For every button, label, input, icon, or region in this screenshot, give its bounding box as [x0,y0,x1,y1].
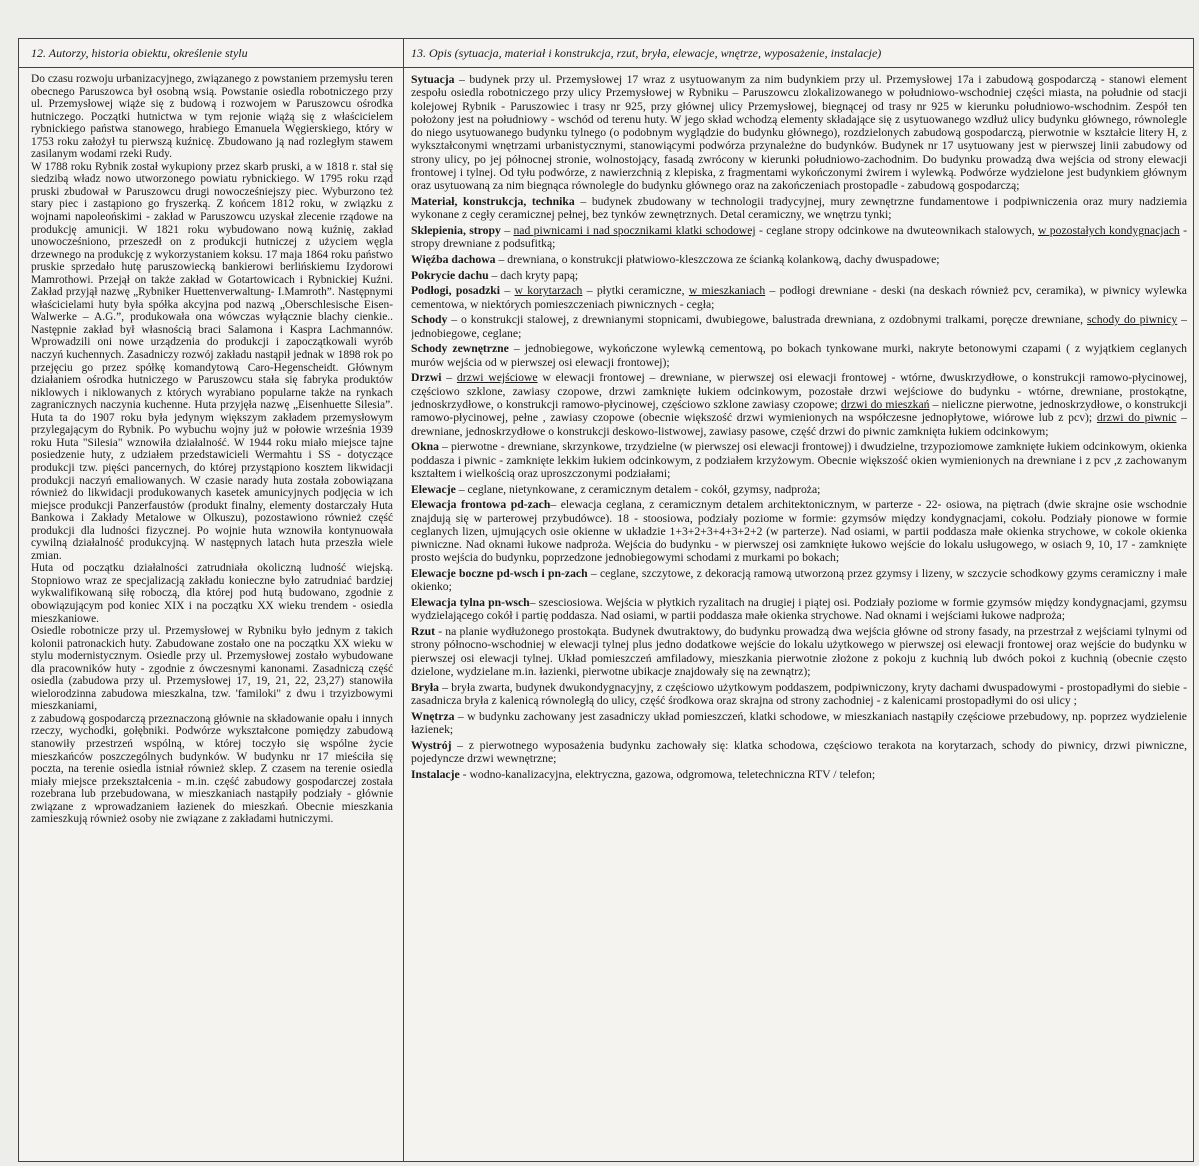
column-divider [403,39,404,1161]
entry-text: - ceglane stropy odcinkowe na dwuteownikach stalowych, [755,224,1038,238]
entry-okna [411,440,1187,480]
left-section-header: 12. Autorzy, historia obiektu, określenie stylu [31,46,248,60]
entry-text: – drewniana, o konstrukcji płatwiowo-kleszczowa ze ścianką kolankową, dachy dwuspadowe; [495,253,940,267]
entry-label: Elewacja frontowa pd-zach [411,498,551,512]
entry-text: – dach kryty papą; [488,268,579,282]
entry-label: Więźba dachowa [411,253,496,267]
entry-label: Elewacje [411,482,456,496]
entry-text: w elewacji frontowej – drewniane, w pierwszej osi elewacji frontowej - wtórne, dwuskrzydłowe, o konstrukcji ramowo-płycinowej, częściowo szklone, zawiasy czopowe, drzwi zamknięte łukiem odcinkowym, pozostałe drzwi wejściowe do budynku - wtórne, drewniane, prostokątne, jednoskrzydłowe, o konstrukcji ramowo-płycinowej, częściowo szklone zawiasy czopowe; [411,371,1187,411]
entry-label: Pokrycie dachu [411,268,489,282]
entry-underlined: w mieszkaniach [688,284,766,298]
history-paragraph: Huta od początku działalności zatrudniała okoliczną ludność wiejską. Stopniowo wraz ze specjalizacją zakładu konieczne było zatrudniać bardziej wykwalifikowaną siłę roboczą, dla której pod hutą budowano, zgodnie z obowiązującym pod koniec XIX i na początku XX wieku trendem - osiedla mieszkaniowe. [31,562,393,625]
entry-label: Rzut [411,625,436,639]
entry-text: – płytki ceramiczne, [582,284,689,298]
entry-podlogi [411,284,1187,311]
entry-label: Bryła [411,680,439,694]
entry-instalacje [411,768,1187,781]
entry-text: – elewacja ceglana, z ceramicznym detalem architektonicznym, w parterze - 22- osiowa, na piętrach (dwie skrajne osie wschodnie znajdują się w parterowej przybudówce). 18 - stoosiowa, podziały poziome w formie: gzymsów między kondygnacjami, cokołu. Podziały pionowe w formie ceglanych lizen, ujmujących osie okienne w układzie 1+3+2+3+4+3+2+2 (w parterze). Nad osiami, w partii poddasza małe okienka strychowe, w cokole okienka piwniczne. Nad oknami łukowe nadproża. Wejścia do budynku - w pierwszej osi zamknięte łukowo wejście do lokalu usługowego, w osiach 9, 10, 17 - zamknięte prosto wejścia do budynku, poprzedzone jednobiegowymi schodami z murkami po bokach; [411,498,1187,565]
entry-text: – ceglane, nietynkowane, z ceramicznym detalem - cokół, gzymsy, nadproża; [455,482,821,496]
entry-label: Sklepienia, stropy [411,224,501,238]
entry-elewacja-tylna [411,596,1187,623]
entry-material [411,195,1187,222]
entry-text: – podłogi drewniane - deski (na deskach również pcv, ceramika), w piwnicy wylewka cementowa, w niektórych pomieszczeniach piwnicznych - cegła; [411,284,1187,311]
entry-underlined: w korytarzach [514,284,583,298]
entry-pokrycie [411,269,1187,282]
entry-underlined: schody do piwnicy [1086,313,1178,327]
entry-label: Elewacja tylna pn-wsch [411,596,530,610]
right-section-header: 13. Opis (sytuacja, materiał i konstrukcja, rzut, bryła, elewacje, wnętrze, wyposażenie, instalacje) [411,46,882,60]
entry-schody-zewnetrzne [411,342,1187,369]
entry-wnetrza [411,710,1187,737]
entry-text: – szesciosiowa. Wejścia w płytkich ryzalitach na drugiej i piątej osi. Podziały poziome w formie gzymsów między kondygnacjami, gzymsu wydzielającego cokół i partię poddasza. Nad osiami, w partii poddasza małe okienka strychowe. Nad oknami i wejściami łukowe nadproża; [411,596,1187,623]
entry-text: – o konstrukcji stalowej, z drewnianymi stopnicami, dwubiegowe, balustrada drewniana, z ozdobnymi tralkami, poręcze drewniane, [447,313,1087,327]
entry-schody [411,313,1187,340]
entry-label: Okna [411,440,439,454]
entry-text: - stropy drewniane z podsufitką; [411,224,1187,251]
entry-text: – drewniane, jednoskrzydłowe o konstrukcji deskowo-listwowej, zawiasy pasowe, część drzwi do piwnic zamknięta łukiem odcinkowym; [411,411,1187,438]
entry-label: Wystrój [411,738,452,752]
entry-text: – [441,371,457,385]
record-sheet [18,38,1194,1162]
entry-wystroj [411,739,1187,766]
entry-text: – [500,224,514,238]
entry-wiezba [411,253,1187,266]
entry-label: Wnętrza [411,709,455,723]
entry-label: Elewacje boczne pd-wsch i pn-zach [411,567,588,581]
entry-text: – [500,284,515,298]
entry-label: Schody [411,313,448,327]
entry-underlined: drzwi do piwnic [1096,411,1177,425]
entry-sytuacja [411,73,1187,193]
description-column [411,73,1187,1158]
entry-label: Instalacje [411,767,460,781]
entry-sklepienia [411,224,1187,251]
entry-label: Materiał, konstrukcja, technika [411,195,575,209]
entry-text: – pierwotne - drewniane, skrzynkowe, trzydzielne (w pierwszej osi elewacji frontowej) i dwudzielne, trzypoziomowe zamknięte łukiem odcinkowym, okienka poddasza i piwnic - zamknięte lekkim łukiem odcinkowym, z podziałem krzyżowym. Obecnie większość okien wymienionych na drewniane i z pcv ,z zachowanym kształtem i wielkością oraz uproszczonymi podziałami; [411,440,1187,480]
entry-underlined: drzwi do mieszkań [840,397,930,411]
entry-elewacje-boczne [411,567,1187,594]
entry-text: – ceglane, szczytowe, z dekoracją ramową utworzoną przez gzymsy i lizeny, w szczycie schodkowy gzyms ceramiczny i małe okienko; [411,567,1187,594]
entry-text: – w budynku zachowany jest zasadniczy układ pomieszczeń, klatki schodowe, w mieszkaniach nastąpiły częściowe przebudowy, np. poprzez wydzielenie łazienek; [411,709,1187,736]
entry-text: – budynek przy ul. Przemysłowej 17 wraz z usytuowanym za nim budynkiem przy ul. Przemysłowej 17a i zabudową gospodarczą - stanowi element zespołu osiedla robotniczego przy ulicy Przemysłowej w Rybniku – Paruszowcu zlokalizowanego w południowo-wschodniej części miasta, na południe od stacji kolejowej Rybnik - Paruszowiec i trasy nr 925, przy głównej ulicy Przemysłowej, biegnącej od trasy nr 925 w kierunku południowo-wschodnim. Zespół ten położony jest na południowy - wschód od terenu huty. W jego skład wchodzą elementy składające się z usytuowanego wzdłuż ulicy budynku głównego, równolegle do niego usytuowanego budynku tylnego (o podobnym wyglądzie do budynku głównego), rozdzielonych zabudową gospodarczą, pierwotnie w kształcie litery H, z wykształconymi wnętrzami urbanistycznymi, stanowiącymi podwórza przynależne do budynków. Budynek nr 17 usytuowany jest w pierwszej linii zabudowy od strony ulicy, po jej północnej stronie, wolnostojący, fasadą zwrócony w kierunki południowo-zachodnim. Do budynku prowadzą dwa wejścia od strony elewacji frontowej i tylnej. Od tyłu podwórze, z nawierzchnią z klepiska, z fragmentami wykończonymi żwirem i wylewką. Podwórze wydzielone jest budynkiem głównym oraz usytuowaną za nim biegnąca równolegle do budynku głównego oraz na zakończeniach prostopadle - zabudową gospodarczą; [411,73,1187,193]
entry-label: Podłogi, posadzki [411,284,501,298]
entry-text: – bryła zwarta, budynek dwukondygnacyjny, z częściowo użytkowym poddaszem, podpiwniczony, kryty dachami dwuspadowymi - prostopadłymi do siebie - zasadnicza bryła z kalenicą równoległą do ulicy, część środkowa oraz skrajna od strony zachodniej - z kalenicami prostopadłymi do osi ulicy ; [411,680,1187,707]
history-paragraph: Do czasu rozwoju urbanizacyjnego, związanego z powstaniem przemysłu teren obecnego Paruszowca był osobną wsią. Powstanie osiedla robotniczego przy ul. Przemysłowej wiąże się z budową i rozwojem w Paruszowcu ośrodka hutniczego. Początki hutnictwa w tym rejonie wiążą się z właścicielem rybnickiego państwa stanowego, hrabiego Emanuela Węgierskiego, który w 1753 roku założył tu pierwszą kuźnicę. Zbudowano ją nad rozległym stawem zasilanym wodami rzeki Rudy. [31,73,393,161]
entry-elewacja-frontowa [411,498,1187,564]
history-column [31,73,393,1158]
entry-label: Drzwi [411,371,442,385]
entry-text: - wodno-kanalizacyjna, elektryczna, gazowa, odgromowa, teletechniczna RTV / telefon; [459,767,876,781]
entry-underlined: w pozostałych kondygnacjach [1037,224,1180,238]
entry-text: – nieliczne pierwotne, jednoskrzydłowe, o konstrukcji ramowo-płycinowej, pełne , zawiasy czopowe (obecnie większość drzwi wymienionych na współczesne jednopłytowe, wiórowe lub z pcv); [411,397,1187,425]
entry-text: – jednobiegowe, ceglane; [411,313,1187,340]
entry-label: Schody zewnętrzne [411,342,509,356]
history-paragraph: W 1788 roku Rybnik został wykupiony przez skarb pruski, a w 1818 r. stał się siedzibą władz nowo utworzonego powiatu rybnickiego. W 1795 roku rząd pruski zbudował w Paruszowcu drugi nowocześniejszy piec. Wyburzono też stary piec i zastąpiono go fryszerką. Z końcem 1812 roku, w związku z wojnami napoleońskimi - zakład w Paruszowcu uzyskał zlecenie rządowe na produkcję amunicji. W 1821 roku wybudowano nową kuźnię, zakład unowocześniono, przeszedł on z produkcji hutniczej z użyciem węgla drzewnego na produkcję z wykorzystaniem koksu. 17 maja 1864 roku państwo pruskie sprzedało hutę paruszowiecką bankierowi berlińskiemu Izydorowi Mamrothowi. Przejął on także zakład w Gotartowicach i Rybnickiej Kuźni. Zakład przyjął nazwę „Rybniker Huettenverwaltung- I.Mamroth”. Następnymi właścicielami huty była spółka akcyjna pod nazwą „Oberschlesische Eisen-Walwerke – A.G.”, produkowała ona wówczas wyłącznie blachy cienkie.. Następnie zakład był własnością braci Salamona i Kaspra Lachmannów. Wprowadzili oni nowe urządzenia do produkcji i zapoczątkowali wyrób naczyń kuchennych. Zasadniczy rozwój zakładu nastąpił jednak w 1898 rok po przejęciu go przez spółkę komandytową Caro-Hegenscheidt. Głównym działaniem ośrodka hutniczego w Paruszowcu stała się fabryka produktów niklowych i niklowanych z których wyrabiano popularne także na rynkach zagranicznych naczynia kuchenne. Huta przyjęła nazwę „Eisenhuette Silesia”. Huta ta do 1907 roku była jedynym większym zakładem przemysłowym przylegającym do Rybnik. Po wybuchu wojny już w połowie września 1939 roku Huta "Silesia" wznowiła działalność. W 1944 roku miało miejsce tajne posiedzenie huty, z udziałem przedstawicieli Wermahtu i SS - dotyczące produkcji tzw. pięści pancernych, do której przystąpiono kosztem likwidacji produkcji naczyń emaliowanych. W czasie narady huta została zobowiązana również do likwidacji produkowanych kasetek amunicyjnych podjęcia w ich miejsce produkcji Panzerfaustów (produkt finalny, elementy dostarczały Huta Bankowa i Zakłady Metalowe w Olkuszu), pozostawiono również część produkcji dla ludności fizycznej. Po wojnie huta wznowiła kontynuowała cywilną działalność produkcyjną. W następnych latach huta przeszła wiele zmian. [31,160,393,562]
entry-elewacje [411,483,1187,496]
header-rule [19,67,1193,68]
history-paragraph: Osiedle robotnicze przy ul. Przemysłowej w Rybniku było jednym z takich kolonii patronackich huty. Zabudowane zostało one na początku XX wieku w stylu modernistycznym. Osiedle przy ul. Przemysłowej zostało wybudowane dla pracowników huty - zgodnie z ówczesnymi kanonami. Zasadniczą część osiedla (zabudowa przy ul. Przemysłowej 17, 19, 21, 22, 23,27) stanowiła wielorodzinna zabudowa mieszkalna, tzw. 'familoki" z dwu i trzyizbowymi mieszkaniami, [31,625,393,713]
entry-text: – budynek zbudowany w technologii tradycyjnej, mury zewnętrzne fundamentowe i podpiwniczenia oraz mury nadziemia wykonane z cegły ceramicznej pełnej, bez tynków zewnętrznych. Detal ceramiczny, we wnętrzu tynki; [411,195,1187,222]
entry-rzut [411,625,1187,678]
entry-text: - na planie wydłużonego prostokąta. Budynek dwutraktowy, do budynku prowadzą dwa wejścia główne od strony fasady, na przestrzał z wejściami tylnymi od strony północno-wschodniej w elewacji tylnej plus jedno dodatkowe wejście do lokalu użytkowego w pierwszej osi elewacji frontowej oraz wejście do budynku w pierwszej osi elewacji tylnej. Układ pomieszczeń amfiladowy, mieszkania pierwotnie złożone z pokoju z kuchnią lub dwóch pokoi z kuchnią (obecnie często dzielone, wydzielane m.in. łazienki, pierwotne ubikacje znajdowały się na zewnątrz); [411,625,1187,678]
entry-drzwi [411,371,1187,437]
entry-bryla [411,681,1187,708]
entry-underlined: nad piwnicami i nad spocznikami klatki schodowej [513,224,756,238]
entry-text: – jednobiegowe, wykończone wylewką cementową, po bokach tynkowane murki, nakryte betonowymi czapami ( z wyjątkiem ceglanych murów wejścia od w pierwszej osi elewacji frontowej); [411,342,1187,369]
entry-underlined: drzwi wejściowe [456,371,538,385]
entry-text: – z pierwotnego wyposażenia budynku zachowały się: klatka schodowa, częściowo terakota na korytarzach, schody do piwnicy, drzwi piwniczne, pojedyncze drzwi wewnętrzne; [411,738,1187,765]
entry-label: Sytuacja [411,73,455,86]
history-paragraph: z zabudową gospodarczą przeznaczoną głównie na składowanie opału i innych rzeczy, wychodki, gołębniki. Podwórze wykształcone pomiędzy zabudową stanowiły przestrzeń wspólną, w której toczyło się wspólne życie mieszkańców poszczególnych budynków. W budynku nr 17 mieściła się poczta, na terenie osiedla istniał również sklep. Z czasem na terenie osiedla miały miejsce przekształcenia - m.in. część zabudowy gospodarczej została rozebrana lub przebudowana, w mieszkaniach nastąpiły podziały - głównie związane z wprowadzaniem łazienek do mieszkań. Obecnie mieszkania zamieszkują również osoby nie związane z zakładami hutniczymi. [31,712,393,826]
